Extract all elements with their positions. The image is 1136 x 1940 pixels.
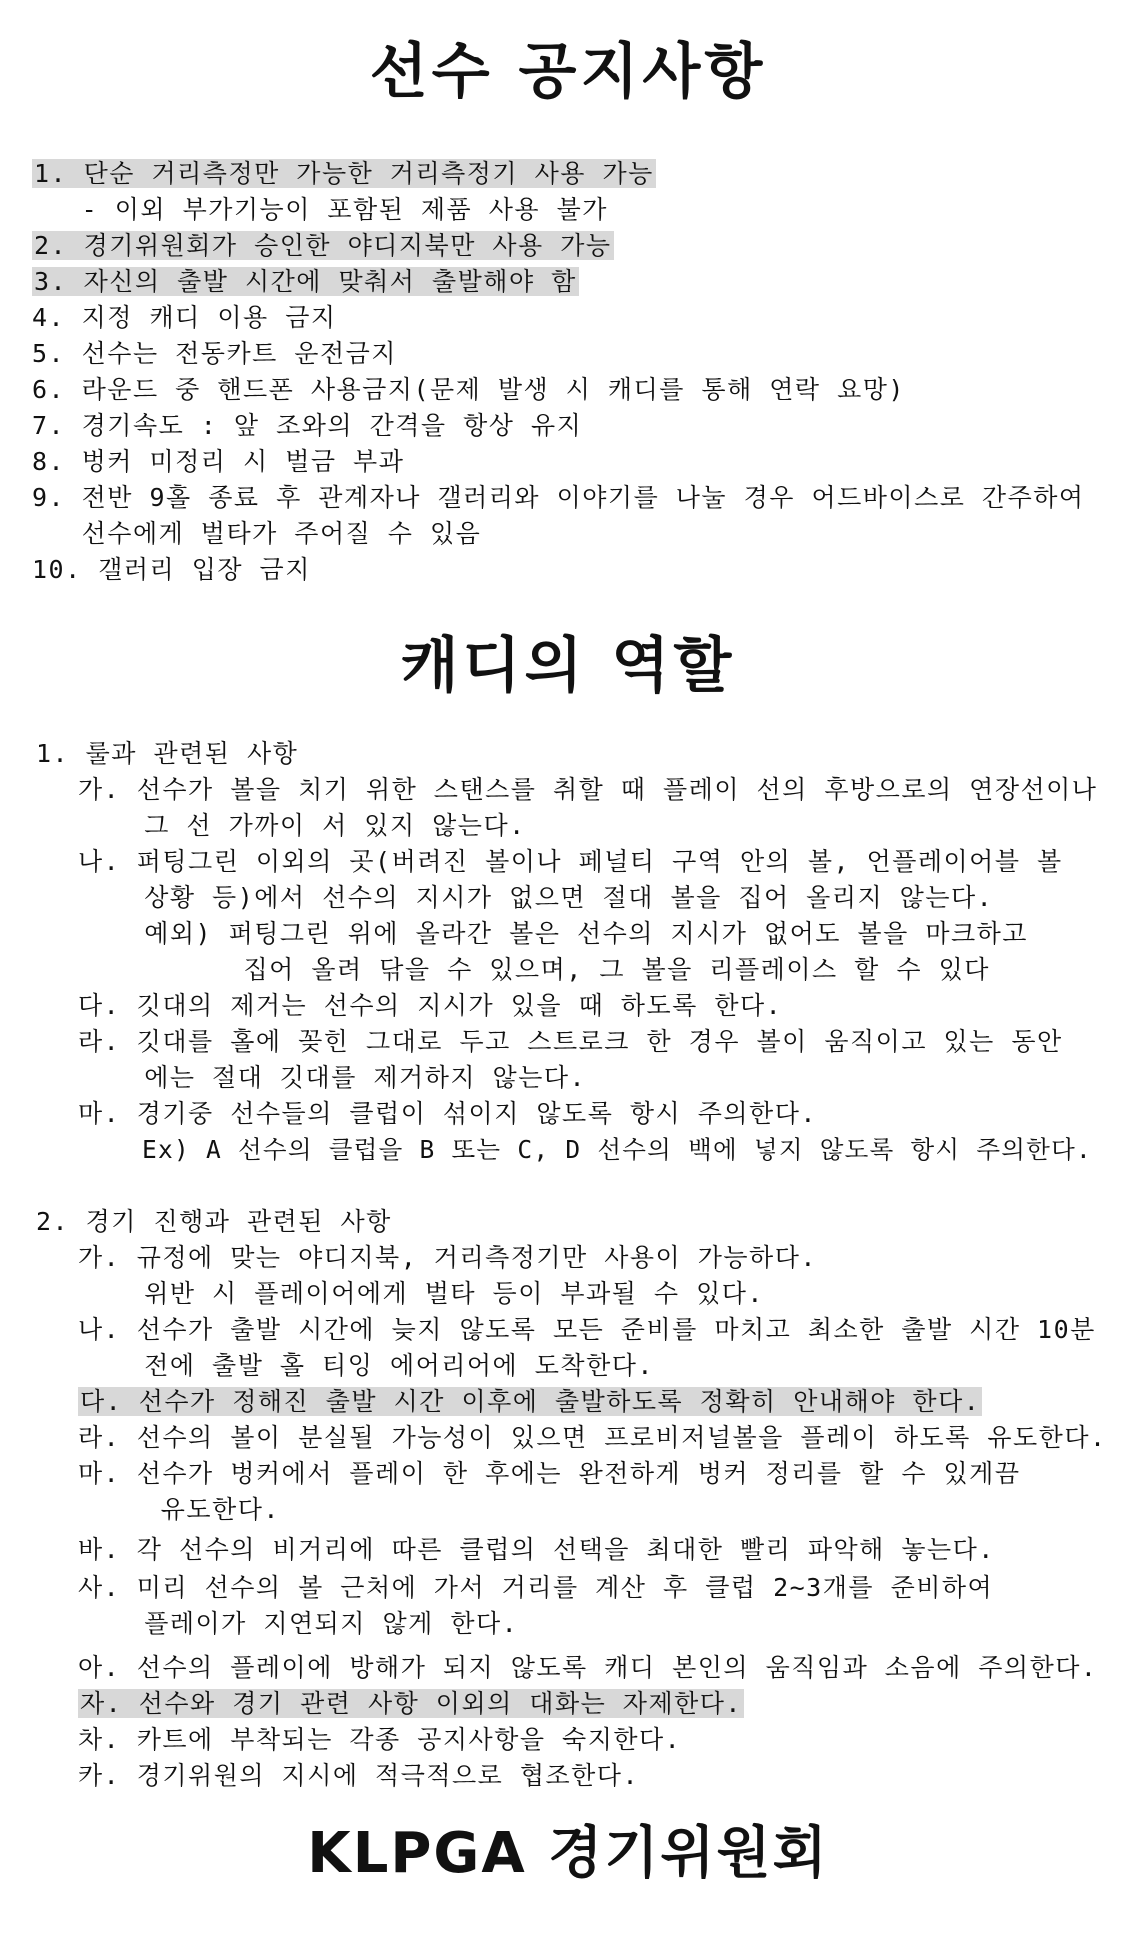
players-item-6-text: 6. 라운드 중 핸드폰 사용금지(문제 발생 시 캐디를 통해 연락 요망) (32, 375, 905, 404)
caddy-s2-line-4-text: 전에 출발 홀 티잉 에어리어에 도착한다. (78, 1351, 654, 1380)
caddy-section-2-heading: 2. 경기 진행과 관련된 사항 (36, 1207, 392, 1236)
caddy-s1-line-8: 라. 깃대를 홀에 꽂힌 그대로 두고 스트로크 한 경우 볼이 움직이고 있는 동안 (78, 1027, 1063, 1056)
caddy-s2-line-1 (78, 1242, 817, 1274)
caddy-s2-line-6-text: 라. 선수의 볼이 분실될 가능성이 있으면 프로비저널볼을 플레이 하도록 유도한다. (78, 1423, 1107, 1452)
players-item-2-text: 2. 경기위원회가 승인한 야디지북만 사용 가능 (34, 231, 612, 260)
caddy-s2-line-5 (78, 1386, 982, 1418)
players-item-6 (32, 374, 905, 406)
caddy-s2-line-3 (78, 1314, 1096, 1346)
caddy-s2-line-8-text: 유도한다. (78, 1495, 280, 1524)
players-item-7-text: 7. 경기속도 : 앞 조와의 간격을 항상 유지 (32, 411, 583, 440)
players-item-9 (32, 482, 1085, 514)
players-item-8 (32, 446, 404, 478)
players-item-3-text: 3. 자신의 출발 시간에 맞춰서 출발해야 함 (34, 267, 577, 296)
caddy-s2-line-9-text: 바. 각 선수의 비거리에 따른 클럽의 선택을 최대한 빨리 파악해 놓는다. (78, 1535, 995, 1564)
caddy-s1-line-6: 집어 올려 닦을 수 있으며, 그 볼을 리플레이스 할 수 있다 (78, 955, 990, 984)
caddy-section-1-heading: 1. 룰과 관련된 사항 (36, 739, 299, 768)
caddy-s2-line-4 (78, 1350, 654, 1382)
caddy-s1-line-3: 나. 퍼팅그린 이외의 곳(버려진 볼이나 페널티 구역 안의 볼, 언플레이어블 볼 (78, 847, 1063, 876)
players-item-10-text: 10. 갤러리 입장 금지 (32, 555, 311, 584)
players-item-3 (32, 266, 579, 298)
players-item-2 (32, 230, 614, 262)
caddy-s2-line-12-text: 아. 선수의 플레이에 방해가 되지 않도록 캐디 본인의 움직임과 소음에 주의한다. (78, 1653, 1098, 1682)
caddy-s1-line-2: 그 선 가까이 서 있지 않는다. (78, 811, 526, 840)
players-item-1-text: 1. 단순 거리측정만 가능한 거리측정기 사용 가능 (34, 159, 654, 188)
caddy-s2-line-7 (78, 1458, 1020, 1490)
caddy-s2-line-1-text: 가. 규정에 맞는 야디지북, 거리측정기만 사용이 가능하다. (78, 1243, 817, 1272)
players-item-10 (32, 554, 311, 586)
players-item-7 (32, 410, 582, 442)
caddy-s1-line-7: 다. 깃대의 제거는 선수의 지시가 있을 때 하도록 한다. (78, 991, 783, 1020)
caddy-s2-line-8 (78, 1494, 280, 1526)
caddy-s2-line-13 (78, 1688, 744, 1720)
caddy-s2-line-7-text: 마. 선수가 벙커에서 플레이 한 후에는 완전하게 벙커 정리를 할 수 있게끔 (78, 1459, 1021, 1488)
players-item-9-text: 9. 전반 9홀 종료 후 관계자나 갤러리와 이야기를 나눌 경우 어드바이스로 간주하여 (32, 483, 1085, 512)
caddy-s2-line-10 (78, 1572, 993, 1604)
caddy-role-title: 캐디의 역할 (400, 631, 736, 701)
players-item-4-text: 4. 지정 캐디 이용 금지 (32, 303, 337, 332)
players-item-8-text: 8. 벙커 미정리 시 벌금 부과 (32, 447, 405, 476)
players-item-4 (32, 302, 337, 334)
caddy-s1-line-1: 가. 선수가 볼을 치기 위한 스탠스를 취할 때 플레이 선의 후방으로의 연장선이나 (78, 775, 1098, 804)
caddy-s2-line-9 (78, 1534, 995, 1566)
caddy-s1-line-10: 마. 경기중 선수들의 클럽이 섞이지 않도록 항시 주의한다. (78, 1099, 817, 1128)
caddy-s2-line-3-text: 나. 선수가 출발 시간에 늦지 않도록 모든 준비를 마치고 최소한 출발 시간 10분 (78, 1315, 1096, 1344)
klpga-committee-signature: KLPGA 경기위원회 (307, 1821, 829, 1886)
players-notice-title: 선수 공지사항 (369, 37, 767, 107)
caddy-s2-line-11 (78, 1608, 518, 1640)
caddy-s2-line-11-text: 플레이가 지연되지 않게 한다. (78, 1609, 519, 1638)
caddy-s2-line-12 (78, 1652, 1097, 1684)
caddy-s1-line-4: 상황 등)에서 선수의 지시가 없으면 절대 볼을 집어 올리지 않는다. (78, 883, 994, 912)
players-item-9-cont-text: 선수에게 벌타가 주어질 수 있음 (32, 519, 482, 548)
caddy-s2-line-13-text: 자. 선수와 경기 관련 사항 이외의 대화는 자제한다. (80, 1689, 742, 1718)
players-item-5 (32, 338, 397, 370)
caddy-s2-line-14-text: 차. 카트에 부착되는 각종 공지사항을 숙지한다. (78, 1725, 682, 1754)
caddy-s2-line-6 (78, 1422, 1107, 1454)
caddy-s2-line-10-text: 사. 미리 선수의 볼 근처에 가서 거리를 계산 후 클럽 2~3개를 준비하여 (78, 1573, 994, 1602)
caddy-s1-line-9: 에는 절대 깃대를 제거하지 않는다. (78, 1063, 587, 1092)
players-item-1 (32, 158, 656, 190)
players-item-1-sub (32, 194, 608, 226)
players-item-9-cont (32, 518, 481, 550)
caddy-s2-line-15 (78, 1760, 639, 1792)
players-item-5-text: 5. 선수는 전동카트 운전금지 (32, 339, 397, 368)
caddy-s2-line-2 (78, 1278, 764, 1310)
caddy-s2-line-14 (78, 1724, 681, 1756)
players-item-1-sub-text: - 이외 부가기능이 포함된 제품 사용 불가 (32, 195, 608, 224)
caddy-s2-line-5-text: 다. 선수가 정해진 출발 시간 이후에 출발하도록 정확히 안내해야 한다. (80, 1387, 981, 1416)
caddy-s2-line-2-text: 위반 시 플레이어에게 벌타 등이 부과될 수 있다. (78, 1279, 764, 1308)
caddy-s1-line-5: 예외) 퍼팅그린 위에 올라간 볼은 선수의 지시가 없어도 볼을 마크하고 (78, 919, 1028, 948)
caddy-s1-line-11: Ex) A 선수의 클럽을 B 또는 C, D 선수의 백에 넣지 않도록 항시 주의한다. (78, 1135, 1093, 1164)
caddy-s2-line-15-text: 카. 경기위원의 지시에 적극적으로 협조한다. (78, 1761, 640, 1790)
